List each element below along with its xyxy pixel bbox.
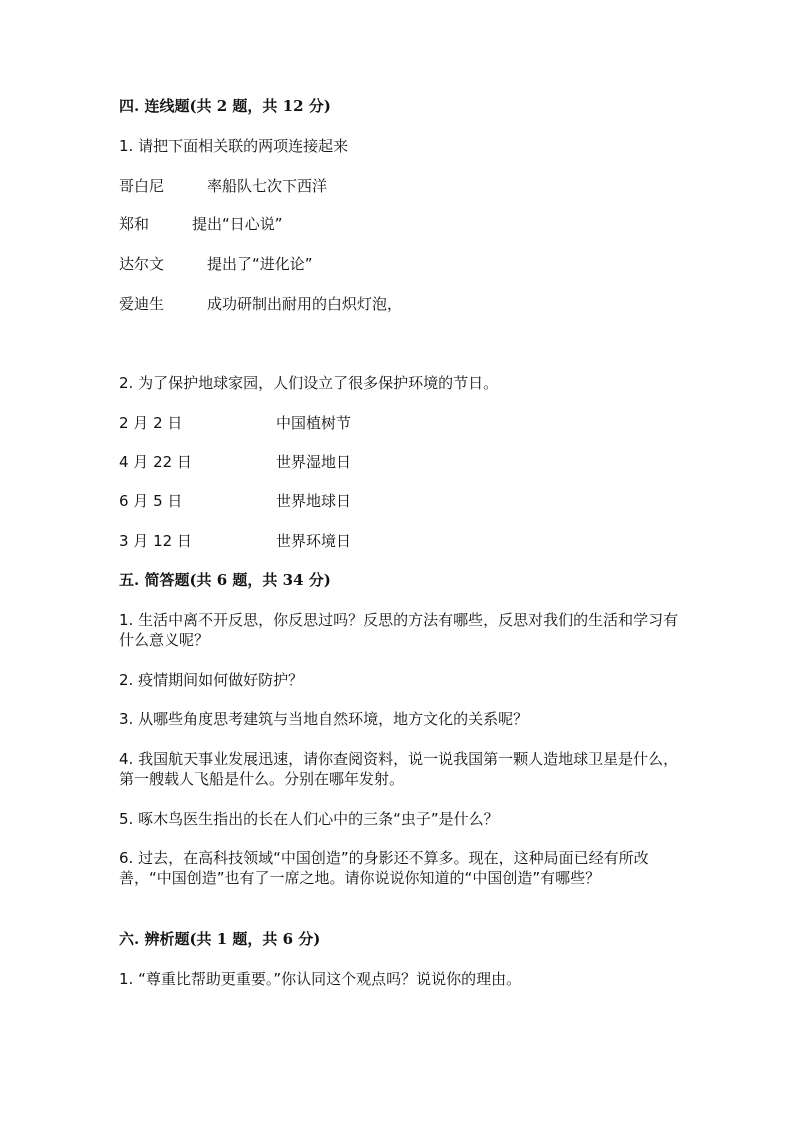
match-left: 爱迪生 [119,295,165,313]
question-item: 1. 生活中离不开反思，你反思过吗？反思的方法有哪些，反思对我们的生活和学习有什么意义呢？ [119,611,679,649]
match-left: 2 月 2 日 [119,414,183,432]
section-6-heading: 六. 辨析题(共 1 题，共 6 分) [119,930,321,948]
match-right: 世界环境日 [276,532,352,550]
question-item: 4. 我国航天事业发展迅速，请你查阅资料，说一说我国第一颗人造地球卫星是什么，第一艘载人飞船是什么。分别在哪年发射。 [119,750,679,788]
match-left: 达尔文 [119,255,165,273]
section-4-q1-prompt: 1. 请把下面相关联的两项连接起来 [119,137,349,155]
match-row [119,176,679,196]
question-item: 1. “尊重比帮助更重要。”你认同这个观点吗？说说你的理由。 [119,970,522,988]
question-item: 3. 从哪些角度思考建筑与当地自然环境，地方文化的关系呢？ [119,710,529,728]
match-right: 世界地球日 [276,492,352,510]
match-left: 哥白尼 [119,177,165,195]
match-row [119,254,679,274]
match-right: 成功研制出耐用的白炽灯泡， [207,295,403,313]
match-left: 郑和 [119,215,150,233]
match-right: 提出“日心说” [192,215,283,233]
match-row [119,452,679,472]
match-row [119,294,679,314]
match-left: 6 月 5 日 [119,492,183,510]
section-4-heading: 四. 连线题(共 2 题，共 12 分) [119,97,331,115]
match-row [119,413,679,433]
match-right: 中国植树节 [276,414,352,432]
match-row [119,531,679,551]
question-item: 5. 啄木鸟医生指出的长在人们心中的三条“虫子”是什么？ [119,810,499,828]
match-row [119,491,679,511]
match-right: 提出了“进化论” [207,255,313,273]
question-item: 2. 疫情期间如何做好防护？ [119,671,304,689]
match-right: 世界湿地日 [276,453,352,471]
section-5-heading: 五. 简答题(共 6 题，共 34 分) [119,571,331,589]
match-left: 4 月 22 日 [119,453,192,471]
section-4-q2-prompt: 2. 为了保护地球家园，人们设立了很多保护环境的节日。 [119,374,499,392]
match-right: 率船队七次下西洋 [207,177,328,195]
match-left: 3 月 12 日 [119,532,192,550]
question-item: 6. 过去，在高科技领域“中国创造”的身影还不算多。现在，这种局面已经有所改善，“中国创造”也有了一席之地。请你说说你知道的“中国创造”有哪些？ [119,849,649,887]
match-row [119,214,679,234]
